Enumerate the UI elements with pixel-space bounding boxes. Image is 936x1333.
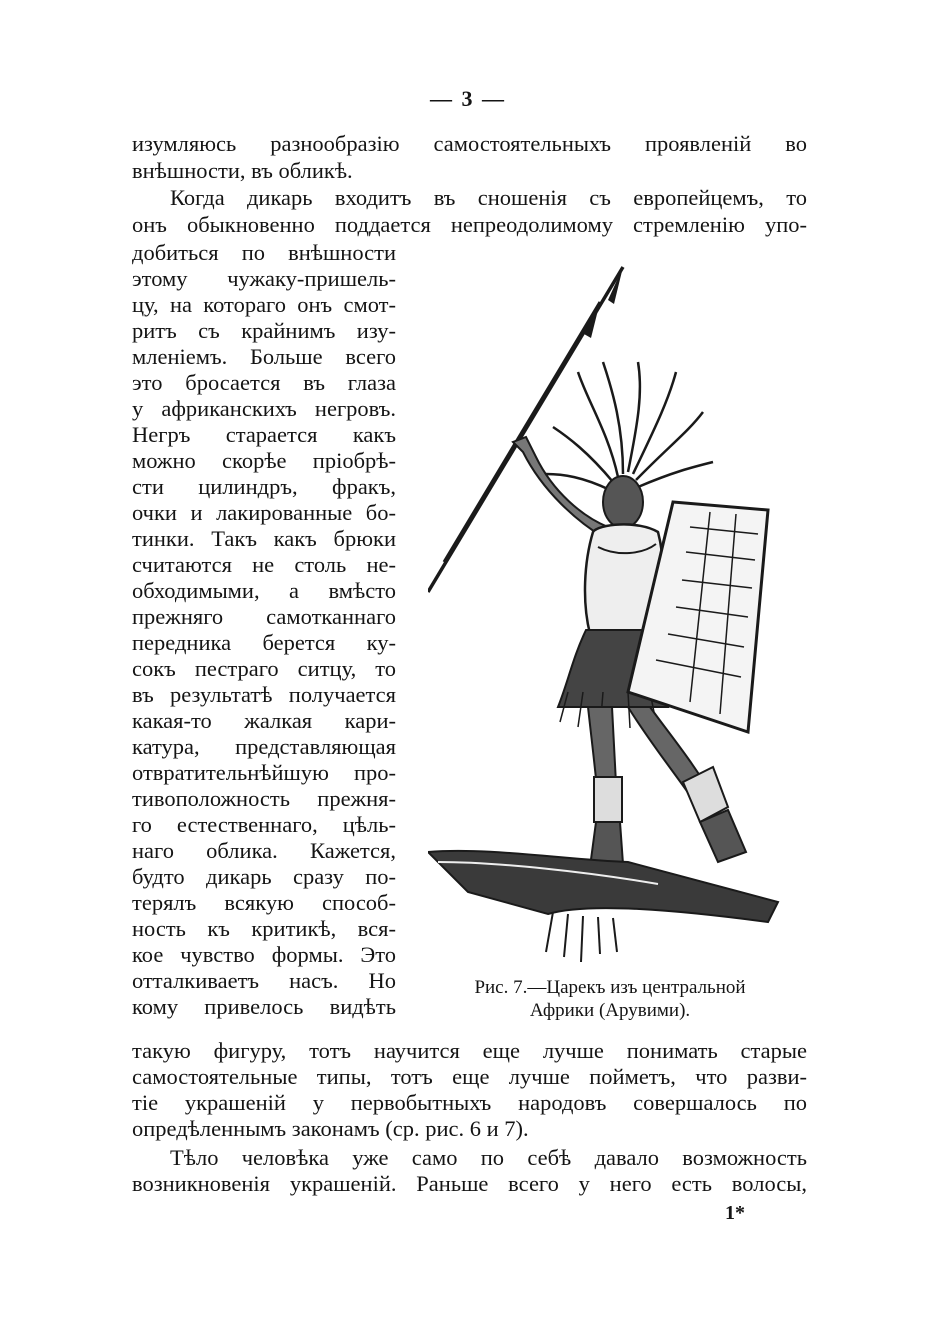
text-line: сокъ пестраго ситцу, то: [132, 656, 396, 681]
text-line: очки и лакированные бо-: [132, 500, 396, 525]
text-line: кому привелось видѣть: [132, 994, 396, 1019]
text-line: сти цилиндръ, фракъ,: [132, 474, 396, 499]
text-line: Когда дикарь входитъ въ сношенія съ европейцемъ, то: [170, 185, 807, 210]
warrior-illustration: [428, 262, 784, 974]
text-line: тивоположность прежня-: [132, 786, 396, 811]
text-line: отвратительнѣйшую про-: [132, 760, 396, 785]
text-line: будто дикарь сразу по-: [132, 864, 396, 889]
text-line: возникновенія украшеній. Раньше всего у него есть волосы,: [132, 1171, 807, 1196]
text-line: цу, на котораго онъ смот-: [132, 292, 396, 317]
text-line: ность къ критикѣ, вся-: [132, 916, 396, 941]
text-line: внѣшности, въ обликѣ.: [132, 158, 353, 183]
figure-caption-line1: Рис. 7.—Царекъ изъ центральной: [474, 977, 746, 998]
text-line: это бросается въ глаза: [132, 370, 396, 395]
text-line: считаются не столь не-: [132, 552, 396, 577]
text-line: наго облика. Кажется,: [132, 838, 396, 863]
text-line: катура, представляющая: [132, 734, 396, 759]
text-line: Негръ старается какъ: [132, 422, 396, 447]
text-line: Тѣло человѣка уже само по себѣ давало возможность: [170, 1145, 807, 1170]
text-line: тинки. Такъ какъ брюки: [132, 526, 396, 551]
text-line: го естественнаго, цѣль-: [132, 812, 396, 837]
leg-band-left: [594, 777, 622, 822]
text-line: кое чувство формы. Это: [132, 942, 396, 967]
text-line: тіе украшеній у первобытныхъ народовъ совершалось по: [132, 1090, 807, 1115]
text-line: изумляюсь разнообразію самостоятельныхъ проявленій во: [132, 131, 807, 156]
text-line: прежняго самотканнаго: [132, 604, 396, 629]
headdress: [546, 362, 713, 490]
text-line: у африканскихъ негровъ.: [132, 396, 396, 421]
figure-caption-line2: Африки (Арувими).: [529, 1000, 691, 1021]
spear-shaft-2: [444, 302, 600, 562]
text-line: мленіемъ. Больше всего: [132, 344, 396, 369]
page-number: — 3 —: [430, 86, 506, 111]
text-line: терялъ всякую способ-: [132, 890, 396, 915]
raised-arm: [513, 437, 608, 537]
text-line: этому чужаку-пришель-: [132, 266, 396, 291]
text-line: передника берется ку-: [132, 630, 396, 655]
text-line: онъ обыкновенно поддается непреодолимому стремленію упо-: [132, 212, 807, 237]
text-line: какая-то жалкая кари-: [132, 708, 396, 733]
text-line: добиться по внѣшности: [132, 240, 396, 265]
spear-head-2: [584, 302, 600, 338]
text-line: можно скорѣе пріобрѣ-: [132, 448, 396, 473]
text-line: такую фигуру, тотъ научится еще лучше понимать старые: [132, 1038, 807, 1063]
signature-mark: 1*: [725, 1202, 745, 1224]
text-line: отталкиваетъ насъ. Но: [132, 968, 396, 993]
text-line: ритъ съ крайнимъ изу-: [132, 318, 396, 343]
head: [603, 476, 643, 528]
text-line: опредѣленнымъ законамъ (ср. рис. 6 и 7).: [132, 1116, 529, 1141]
ground-base: [428, 851, 778, 922]
text-line: самостоятельные типы, тотъ еще лучше пойметъ, что разви-: [132, 1064, 807, 1089]
text-line: обходимыми, а вмѣсто: [132, 578, 396, 603]
text-line: въ результатѣ получается: [132, 682, 396, 707]
